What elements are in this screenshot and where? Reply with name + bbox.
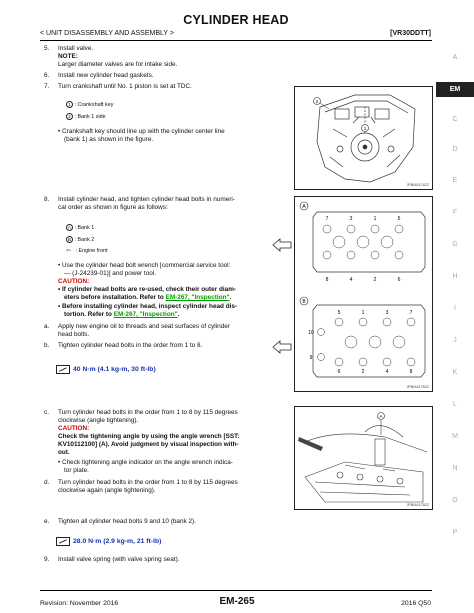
- sidebar-item-a[interactable]: A: [452, 54, 458, 61]
- caution-label-1: CAUTION:: [58, 278, 90, 285]
- figure-angle-wrench: [294, 406, 433, 510]
- caution-label-2: CAUTION:: [58, 425, 90, 432]
- sidebar-item-j[interactable]: J: [453, 337, 457, 344]
- figure-code: JPBIA0176ZZ: [406, 384, 429, 389]
- step-8-text-line1: Install cylinder head, and tighten cylinder head bolts in numeri-: [58, 196, 235, 203]
- torque-wrench-icon: [56, 365, 70, 374]
- bolt-label: 7: [409, 310, 413, 316]
- page-number: EM-265: [219, 596, 255, 607]
- sidebar-item-g[interactable]: G: [452, 241, 458, 248]
- caution-3-line3: out.: [58, 449, 70, 456]
- figure-bank-b-label: B: [302, 298, 306, 305]
- engine-block-illustration: [295, 87, 433, 190]
- front-arrow-icon: ⇦: [66, 248, 71, 254]
- step-c-number: c.: [44, 409, 49, 416]
- sidebar-item-p[interactable]: P: [452, 529, 458, 536]
- step-6-text: Install new cylinder head gaskets.: [58, 72, 154, 79]
- circle-a-icon: A: [67, 225, 71, 230]
- key-bank1-label: : Bank 1 side: [74, 114, 106, 120]
- link-em267-inspection-2[interactable]: EM-267, "Inspection": [113, 311, 178, 318]
- step-5-text: Install valve.: [58, 45, 94, 52]
- section-index-sidebar: [436, 43, 474, 603]
- key-bank1: [66, 113, 106, 121]
- key-crankshaft-label: : Crankshaft key: [74, 102, 114, 108]
- step-b-text: Tighten cylinder head bolts in the order from 1 to 8.: [58, 342, 203, 349]
- bolt-label: 6: [337, 369, 341, 375]
- figure-wrench-callout-a: A: [379, 413, 383, 419]
- figure-callout-2: 2: [315, 98, 319, 104]
- caution-1-line1: • If cylinder head bolts are re-used, check their outer diam-: [58, 286, 237, 293]
- step-a-line2: head bolts.: [58, 331, 90, 338]
- bolt-label: 8: [409, 369, 413, 375]
- bolt-label: 3: [385, 310, 389, 316]
- step-8-text-line2: cal order as shown in figure as follows:: [58, 204, 168, 211]
- bolt-label: 1: [361, 310, 365, 316]
- header-rule: [40, 40, 432, 41]
- sidebar-item-e[interactable]: E: [452, 177, 458, 184]
- circle-1-icon: 1: [66, 101, 73, 108]
- bolt-label: 9: [309, 354, 313, 361]
- footer-rule: [40, 590, 432, 591]
- bolt-label: 10: [308, 329, 314, 336]
- angle-wrench-illustration: [295, 407, 433, 510]
- sidebar-item-c[interactable]: C: [452, 116, 458, 123]
- step-8-bullet1-line2: — (J-24239-01)] and power tool.: [64, 270, 157, 277]
- step-6-number: 6.: [44, 72, 50, 79]
- caution-3-line1: Check the tightening angle by using the angle wrench [SST:: [58, 433, 240, 440]
- caution-2-line2: tortion. Refer to EM-267, "Inspection".: [64, 311, 180, 318]
- sidebar-item-em[interactable]: EM: [436, 82, 474, 97]
- torque-wrench-icon: [56, 537, 70, 546]
- step-7-bullet-line2: (bank 1) as shown in the figure.: [64, 136, 154, 143]
- torque-spec-1: [56, 365, 156, 375]
- circle-b-icon: B: [67, 237, 71, 242]
- sidebar-item-h[interactable]: H: [452, 273, 458, 280]
- bolt-label: 8: [325, 277, 329, 283]
- key-bank2-b-label: : Bank 2: [74, 237, 95, 243]
- bolt-label: 1: [373, 216, 377, 222]
- step-8-bullet1-line1: • Use the cylinder head bolt wrench [commercial service tool:: [58, 262, 231, 269]
- step-b-number: b.: [44, 342, 50, 349]
- figure-code: JPBIA0174ZZ: [406, 182, 429, 187]
- bolt-label: 4: [385, 369, 389, 375]
- engine-code: [VR30DDTT]: [390, 30, 431, 37]
- step-9-text: Install valve spring (with valve spring seat).: [58, 556, 180, 563]
- figure-callout-1: 1: [363, 125, 367, 131]
- bolt-label: 5: [337, 310, 341, 316]
- step-7-text: Turn crankshaft until No. 1 piston is set at TDC.: [58, 83, 192, 90]
- caution-1-line2: eters before installation. Refer to EM-267, "Inspection".: [64, 294, 232, 301]
- sidebar-item-l[interactable]: L: [453, 401, 457, 408]
- step-7-bullet-line1: • Crankshaft key should line up with the cylinder center line: [58, 128, 225, 135]
- figure-bolt-order: [294, 196, 433, 392]
- step-a-line1: Apply new engine oil to threads and seat surfaces of cylinder: [58, 323, 230, 330]
- step-8-number: 8.: [44, 196, 50, 203]
- step-c-line1: Turn cylinder head bolts in the order from 1 to 8 by 115 degrees: [58, 409, 238, 416]
- circle-2-icon: 2: [66, 113, 73, 120]
- key-engine-front-label: : Engine front: [75, 248, 108, 254]
- link-em267-inspection-1[interactable]: EM-267, "Inspection": [165, 294, 230, 301]
- revision-date: Revision: November 2016: [40, 600, 119, 607]
- model-year: 2016 Q50: [401, 600, 431, 607]
- key-bank2-b: [66, 236, 94, 244]
- key-crankshaft: [66, 101, 113, 109]
- step-e-text: Tighten all cylinder head bolts 9 and 10 (bank 2).: [58, 518, 196, 525]
- step-5-note-text: Larger diameter valves are for intake side.: [58, 61, 178, 68]
- key-engine-front: [66, 248, 108, 255]
- bolt-label: 2: [373, 277, 377, 283]
- bolt-label: 7: [325, 216, 329, 222]
- step-5-number: 5.: [44, 45, 50, 52]
- torque-spec-2-value: 28.0 N·m (2.9 kg-m, 21 ft-lb): [73, 538, 162, 546]
- step-e-number: e.: [44, 518, 50, 525]
- caution-3-line2: KV10112100] (A). Avoid judgment by visual inspection with-: [58, 441, 239, 448]
- figure-code: JPBIA0175ZZ: [406, 502, 429, 507]
- step-5-note-label: NOTE:: [58, 53, 78, 60]
- step-c-line2: clockwise (angle tightening).: [58, 417, 139, 424]
- step-d-line1: Turn cylinder head bolts in the order from 1 to 8 by 115 degrees: [58, 479, 238, 486]
- key-bank1-a-label: : Bank 1: [74, 225, 95, 231]
- bolt-label: 6: [397, 277, 401, 283]
- step-7-number: 7.: [44, 83, 50, 90]
- torque-spec-2: [56, 537, 161, 547]
- bolt-label: 4: [349, 277, 353, 283]
- step-c-bullet-line2: tor plate.: [64, 467, 89, 474]
- step-9-number: 9.: [44, 556, 50, 563]
- step-a-number: a.: [44, 323, 50, 330]
- engine-front-arrow-icon: [272, 340, 292, 354]
- sidebar-item-m[interactable]: M: [452, 433, 458, 440]
- sidebar-item-k[interactable]: K: [452, 369, 458, 376]
- caution-2-line1: • Before installing cylinder head, inspect cylinder head dis-: [58, 303, 238, 310]
- section-title: < UNIT DISASSEMBLY AND ASSEMBLY >: [40, 30, 174, 37]
- bolt-label: 3: [349, 216, 353, 222]
- sidebar-item-n[interactable]: N: [452, 465, 458, 472]
- sidebar-item-f[interactable]: F: [452, 209, 458, 216]
- step-d-line2: clockwise again (angle tightening).: [58, 487, 156, 494]
- sidebar-item-o[interactable]: O: [452, 497, 458, 504]
- bolt-label: 2: [361, 369, 365, 375]
- bolt-order-diagram: [295, 197, 433, 392]
- torque-spec-1-value: 40 N·m (4.1 kg-m, 30 ft-lb): [73, 366, 156, 374]
- sidebar-item-i[interactable]: I: [454, 305, 456, 312]
- bolt-label: 5: [397, 216, 401, 222]
- figure-crankshaft-tdc: [294, 86, 433, 190]
- step-c-bullet-line1: • Check tightening angle indicator on the angle wrench indica-: [58, 459, 233, 466]
- engine-front-arrow-icon: [272, 238, 292, 252]
- sidebar-item-d[interactable]: D: [452, 146, 458, 153]
- page-title: CYLINDER HEAD: [183, 13, 289, 27]
- figure-bank-a-label: A: [302, 203, 306, 210]
- step-d-number: d.: [44, 479, 50, 486]
- key-bank1-a: [66, 224, 94, 232]
